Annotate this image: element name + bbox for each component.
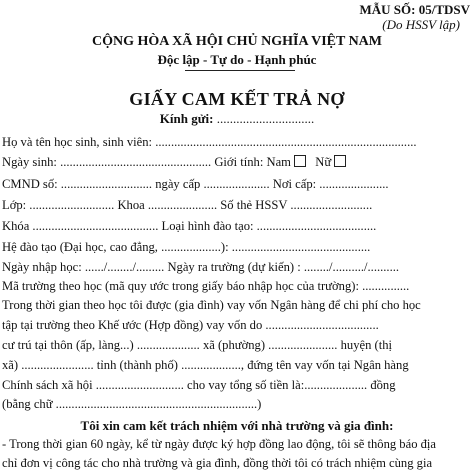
gender-male-label: Nam	[266, 155, 291, 169]
school-code-field[interactable]: Mã trường theo học (mã quy ước trong giấy báo nhập học của trường): ...............	[2, 279, 410, 293]
form-code: MẪU SỐ: 05/TDSV	[359, 2, 470, 17]
commitment-title: Tôi xin cam kết trách nhiệm với nhà trường và gia đình:	[80, 418, 394, 433]
gender-female-label: Nữ	[315, 155, 332, 169]
motto: Độc lập - Tự do - Hạnh phúc	[157, 52, 317, 67]
paragraph-line: Chính sách xã hội ............................ cho vay tổng số tiền là:.................... đồng	[2, 378, 396, 392]
greeting-label: Kính gửi:	[159, 111, 214, 126]
id-card-field[interactable]: CMND số: ............................. ngày cấp ..................... Nơi cấp: ......................	[2, 177, 389, 191]
paragraph-line: xã) ....................... tỉnh (thành phố) ..................., đứng tên vay vốn tại Ngân hàng	[2, 358, 409, 372]
commitment-line: chỉ đơn vị công tác cho nhà trường và gia đình, đồng thời tôi có trách nhiệm cùng gia	[2, 456, 433, 470]
paragraph-line: tập tại trường theo Khế ước (Hợp đồng) vay vốn do ....................................	[2, 318, 379, 332]
paragraph-line: Trong thời gian theo học tôi được (gia đình) vay vốn Ngân hàng để chi phí cho học	[2, 298, 421, 312]
training-system-field[interactable]: Hệ đào tạo (Đại học, cao đẳng, ...................): ............................................	[2, 240, 371, 254]
class-faculty-field[interactable]: Lớp: ........................... Khoa ...................... Số thẻ HSSV ..........................	[2, 198, 373, 212]
paragraph-line: (bằng chữ ................................................................)	[2, 397, 262, 411]
commitment-line: - Trong thời gian 60 ngày, kể từ ngày được ký hợp đồng lao động, tôi sẽ thông báo địa	[2, 437, 437, 451]
dob-gender-row	[2, 155, 349, 170]
greeting-dots: ..............................	[213, 111, 315, 126]
gender-male-checkbox[interactable]	[294, 155, 306, 167]
dob-field[interactable]: Ngày sinh: ................................................ Giới tính:	[2, 155, 264, 169]
document-title: GIẤY CAM KẾT TRẢ NỢ	[129, 89, 345, 109]
dates-field[interactable]: Ngày nhập học: ....../......../......... Ngày ra trường (dự kiến) : ......../........../..........	[2, 260, 400, 274]
paragraph-line: cư trú tại thôn (ấp, làng...) .................... xã (phường) ...................... huyện (thị	[2, 338, 393, 352]
greeting	[0, 111, 474, 127]
country-heading: CỘNG HÒA XÃ HỘI CHỦ NGHĨA VIỆT NAM	[91, 34, 382, 49]
form-note: (Do HSSV lập)	[382, 17, 460, 32]
course-type-field[interactable]: Khóa ........................................ Loại hình đào tạo: ......................................	[2, 219, 377, 233]
full-name-field[interactable]: Họ và tên học sinh, sinh viên: ...................................................................................	[2, 135, 417, 149]
gender-female-checkbox[interactable]	[334, 155, 346, 167]
motto-underline	[185, 70, 295, 71]
